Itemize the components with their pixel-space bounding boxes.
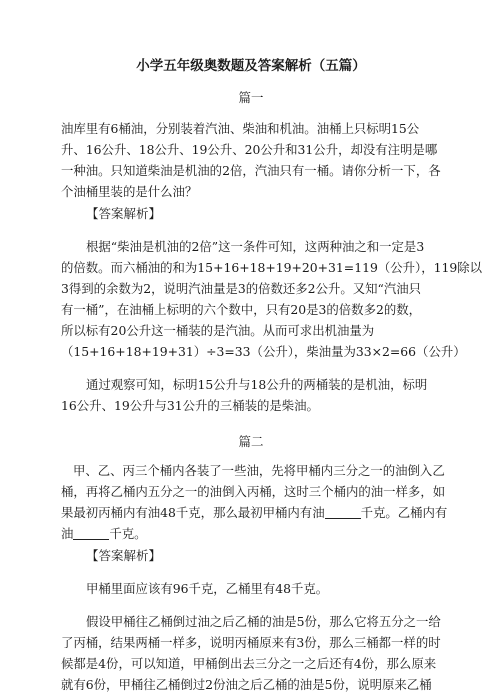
- answer-tag-2: 【答案解析】: [86, 548, 162, 563]
- text-line: 升、16公升、18公升、19公升、20公升和31公升，却没有注明是哪: [61, 142, 438, 157]
- section-heading-2: 篇二: [238, 434, 264, 449]
- text-line: 油库里有6桶油，分别装着汽油、柴油和机油。油桶上只标明15公: [61, 121, 420, 136]
- answer-paragraph-2: [61, 578, 449, 599]
- answer-tag-1: 【答案解析】: [86, 206, 162, 221]
- text-line: 一种油。只知道柴油是机油的2倍，汽油只有一桶。请你分析一下，各: [61, 163, 441, 178]
- text-line: 桶，再将乙桶内五分之一的油倒入丙桶，这时三个桶内的油一样多，如: [61, 484, 446, 499]
- text-segment: 千克。乙桶内有: [360, 505, 448, 520]
- text-line: 假设甲桶往乙桶倒过油之后乙桶的油是5份，那么它将五分之一给: [86, 614, 441, 629]
- answer-blank-1: [325, 505, 361, 519]
- text-line: 有一桶”，在油桶上标明的六个数中，只有20是3的倍数多2的数，: [61, 302, 422, 317]
- explanation-paragraph-2: [61, 611, 449, 695]
- text-line: 根据“柴油是机油的2倍”这一条件可知，这两种油之和一定是3: [86, 239, 425, 254]
- text-line: 3得到的余数为2，说明汽油量是3的倍数还多2公升。又知“汽油只: [61, 281, 422, 296]
- text-segment: 果最初丙桶内有油48千克，那么最初甲桶内有油: [61, 505, 325, 520]
- text-line: 甲、乙、丙三个桶内各装了一些油，先将甲桶内三分之一的油倒入乙: [73, 463, 445, 478]
- text-line: [61, 502, 449, 523]
- text-line: 候都是4份，可以知道，甲桶倒出去三分之一之后还有4份，那么原来: [61, 656, 437, 671]
- question-paragraph-1: [61, 118, 449, 202]
- text-line: 就有6份，甲桶往乙桶倒过2份油之后乙桶的油是5份，说明原来乙桶: [61, 677, 432, 692]
- text-line: [61, 523, 449, 544]
- text-line: 了丙桶，结果两桶一样多，说明丙桶原来有3份，那么三桶都一样的时: [61, 635, 441, 650]
- question-paragraph-2: [61, 460, 449, 544]
- text-line: 的倍数。而六桶油的和为15+16+18+19+20+31=119（公升），119除以: [61, 260, 483, 275]
- section-heading-1: 篇一: [238, 90, 264, 105]
- text-line: 通过观察可知，标明15公升与18公升的两桶装的是机油，标明: [86, 377, 428, 392]
- answer-blank-2: [73, 526, 109, 540]
- text-line: 个油桶里装的是什么油？: [61, 184, 198, 199]
- text-line: （15+16+18+19+31）÷3=33（公升），柴油量为33×2=66（公升）: [61, 344, 466, 359]
- text-segment: 油: [61, 526, 74, 541]
- text-line: 所以标有20公升这一桶装的是汽油。从而可求出机油量为: [61, 323, 375, 338]
- document-title: 小学五年级奥数题及答案解析（五篇）: [136, 58, 366, 74]
- text-line: 甲桶里面应该有96千克，乙桶里有48千克。: [86, 581, 329, 596]
- analysis-paragraph-1: [61, 236, 483, 362]
- text-line: 16公升、19公升与31公升的三桶装的是柴油。: [61, 398, 319, 413]
- conclusion-paragraph-1: [61, 374, 449, 416]
- text-segment: 千克。: [109, 526, 147, 541]
